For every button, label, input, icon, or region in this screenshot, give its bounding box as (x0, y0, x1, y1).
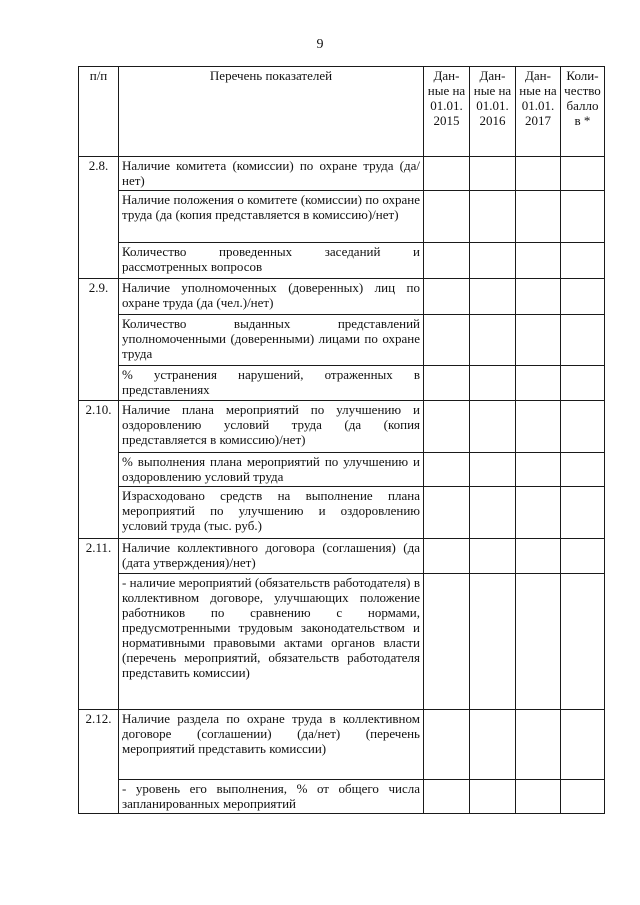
table-row (79, 453, 605, 487)
cell-2015 (424, 401, 470, 453)
cell-score (561, 279, 605, 315)
table-row (79, 191, 605, 243)
row-text: Наличие коллективного договора (соглашения) (да (дата утверждения)/нет) (119, 539, 424, 574)
cell-2015 (424, 243, 470, 279)
cell-2016 (470, 243, 516, 279)
cell-score (561, 710, 605, 780)
row-text: Наличие положения о комитете (комиссии) по охране труда (да (копия представляется в комиссию)/нет) (119, 191, 424, 243)
cell-2016 (470, 315, 516, 366)
row-text: % выполнения плана мероприятий по улучшению и оздоровлению условий труда (119, 453, 424, 487)
cell-score (561, 453, 605, 487)
table-row (79, 315, 605, 366)
row-text: Наличие уполномоченных (доверенных) лиц по охране труда (да (чел.)/нет) (119, 279, 424, 315)
header-score: Коли-чество баллов * (561, 67, 605, 157)
table-row (79, 401, 605, 453)
cell-2017 (516, 279, 561, 315)
cell-2016 (470, 539, 516, 574)
table-row (79, 279, 605, 315)
cell-2016 (470, 401, 516, 453)
cell-2016 (470, 157, 516, 191)
cell-score (561, 401, 605, 453)
row-text: Наличие комитета (комиссии) по охране труда (да/нет) (119, 157, 424, 191)
cell-2015 (424, 574, 470, 710)
cell-2015 (424, 191, 470, 243)
cell-2017 (516, 574, 561, 710)
cell-score (561, 315, 605, 366)
table-row (79, 539, 605, 574)
cell-2016 (470, 453, 516, 487)
cell-2016 (470, 780, 516, 814)
cell-2017 (516, 453, 561, 487)
row-text: % устранения нарушений, отраженных в представлениях (119, 366, 424, 401)
cell-score (561, 780, 605, 814)
cell-score (561, 366, 605, 401)
cell-2017 (516, 191, 561, 243)
cell-2016 (470, 279, 516, 315)
cell-2017 (516, 243, 561, 279)
cell-score (561, 157, 605, 191)
cell-2017 (516, 487, 561, 539)
table-row (79, 780, 605, 814)
cell-score (561, 574, 605, 710)
table-row (79, 157, 605, 191)
cell-2017 (516, 710, 561, 780)
row-number: 2.8. (79, 157, 119, 279)
cell-score (561, 539, 605, 574)
cell-2015 (424, 453, 470, 487)
row-text: Количество проведенных заседаний и рассмотренных вопросов (119, 243, 424, 279)
header-pp: п/п (79, 67, 119, 157)
cell-2016 (470, 487, 516, 539)
cell-2016 (470, 366, 516, 401)
cell-2017 (516, 157, 561, 191)
cell-2017 (516, 366, 561, 401)
cell-2017 (516, 780, 561, 814)
cell-score (561, 191, 605, 243)
header-indicators: Перечень показателей (119, 67, 424, 157)
cell-score (561, 243, 605, 279)
table-row (79, 243, 605, 279)
row-text: - уровень его выполнения, % от общего числа запланированных мероприятий (119, 780, 424, 814)
cell-2015 (424, 487, 470, 539)
row-text: Израсходовано средств на выполнение плана мероприятий по улучшению и оздоровлению условий труда (тыс. руб.) (119, 487, 424, 539)
indicators-table (78, 66, 605, 814)
table-row (79, 574, 605, 710)
cell-2015 (424, 315, 470, 366)
row-number: 2.10. (79, 401, 119, 539)
header-data-2015: Дан-ные на 01.01. 2015 (424, 67, 470, 157)
cell-2016 (470, 191, 516, 243)
row-text: Количество выданных представлений уполномоченными (доверенными) лицами по охране труда (119, 315, 424, 366)
cell-2015 (424, 710, 470, 780)
row-text: Наличие плана мероприятий по улучшению и оздоровлению условий труда (да (копия представляется в комиссию)/нет) (119, 401, 424, 453)
cell-2017 (516, 401, 561, 453)
header-row (79, 67, 605, 157)
cell-2016 (470, 574, 516, 710)
table-row (79, 487, 605, 539)
cell-2017 (516, 539, 561, 574)
row-text: Наличие раздела по охране труда в коллективном договоре (соглашении) (да/нет) (перечень мероприятий представить комиссии) (119, 710, 424, 780)
page-number: 9 (316, 37, 324, 52)
cell-2015 (424, 780, 470, 814)
header-data-2016: Дан-ные на 01.01. 2016 (470, 67, 516, 157)
table-row (79, 366, 605, 401)
cell-2015 (424, 539, 470, 574)
row-text: - наличие мероприятий (обязательств работодателя) в коллективном договоре, улучшающих положение работников по сравнению с нормами, предусмотренными трудовым законодательством и нормативными правовыми актами органов власти (перечень мероприятий, обязательств работодателя представить комиссии) (119, 574, 424, 710)
row-number: 2.12. (79, 710, 119, 814)
row-number: 2.9. (79, 279, 119, 401)
header-data-2017: Дан-ные на 01.01. 2017 (516, 67, 561, 157)
cell-2017 (516, 315, 561, 366)
table-row (79, 710, 605, 780)
cell-score (561, 487, 605, 539)
cell-2016 (470, 710, 516, 780)
row-number: 2.11. (79, 539, 119, 710)
cell-2015 (424, 157, 470, 191)
cell-2015 (424, 279, 470, 315)
cell-2015 (424, 366, 470, 401)
